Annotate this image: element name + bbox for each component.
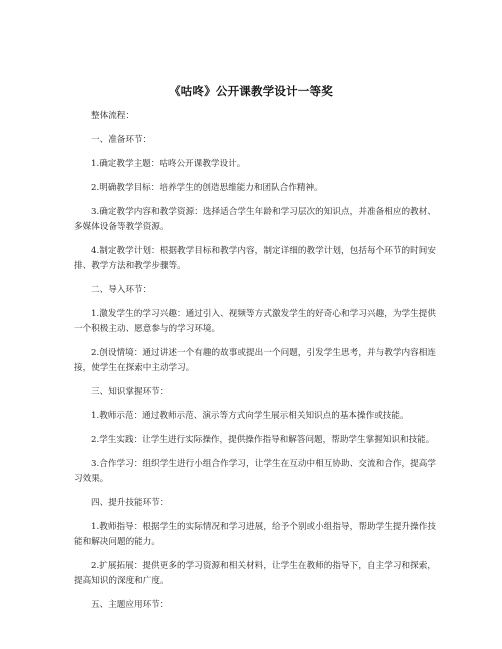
section-heading-skills: 四、提升技能环节： — [91, 498, 169, 508]
paragraph-item: 1.确定教学主题：咕咚公开课教学设计。 — [91, 159, 246, 169]
paragraph-item: 1.教师示范：通过教师示范、演示等方式向学生展示相关知识点的基本操作或技能。 — [91, 411, 409, 421]
paragraph-item: 2.明确教学目标：培养学生的创造思维能力和团队合作精神。 — [91, 183, 323, 193]
document-title: 《咕咚》公开课教学设计一等奖 — [169, 84, 333, 98]
paragraph-overview: 整体流程： — [91, 111, 134, 121]
paragraph-item: 1.激发学生的学习兴趣：通过引入、视频等方式激发学生的好奇心和学习兴趣，为学生提供一个积极主动、愿意参与的学习环境。 — [74, 309, 436, 334]
paragraph-item: 2.扩展拓展：提供更多的学习资源和相关材料，让学生在教师的指导下，自主学习和探索，提高知识的深度和广度。 — [74, 561, 436, 586]
paragraph-item: 3.合作学习：组织学生进行小组合作学习，让学生在互动中相互协助、交流和合作，提高学习效果。 — [74, 459, 436, 484]
paragraph-item: 2.创设情境：通过讲述一个有趣的故事或提出一个问题，引发学生思考，并与教学内容相连接，使学生在探索中主动学习。 — [74, 348, 436, 373]
document-body — [74, 109, 436, 622]
section-heading-preparation: 一、准备环节： — [91, 135, 152, 145]
section-heading-knowledge: 三、知识掌握环节： — [91, 387, 169, 397]
paragraph-item: 2.学生实践：让学生进行实际操作，提供操作指导和解答问题，帮助学生掌握知识和技能。 — [91, 435, 435, 445]
section-heading-application: 五、主题应用环节： — [91, 600, 169, 610]
paragraph-item: 4.制定教学计划：根据教学目标和教学内容，制定详细的教学计划，包括每个环节的时间安排、教学方法和教学步骤等。 — [74, 246, 436, 271]
paragraph-item: 1.教师指导：根据学生的实际情况和学习进展，给予个别或小组指导，帮助学生提升操作技能和解决问题的能力。 — [74, 522, 436, 547]
section-heading-introduction: 二、导入环节： — [91, 285, 152, 295]
paragraph-item: 3.确定教学内容和教学资源：选择适合学生年龄和学习层次的知识点，并准备相应的教材、多媒体设备等教学资源。 — [74, 207, 436, 232]
